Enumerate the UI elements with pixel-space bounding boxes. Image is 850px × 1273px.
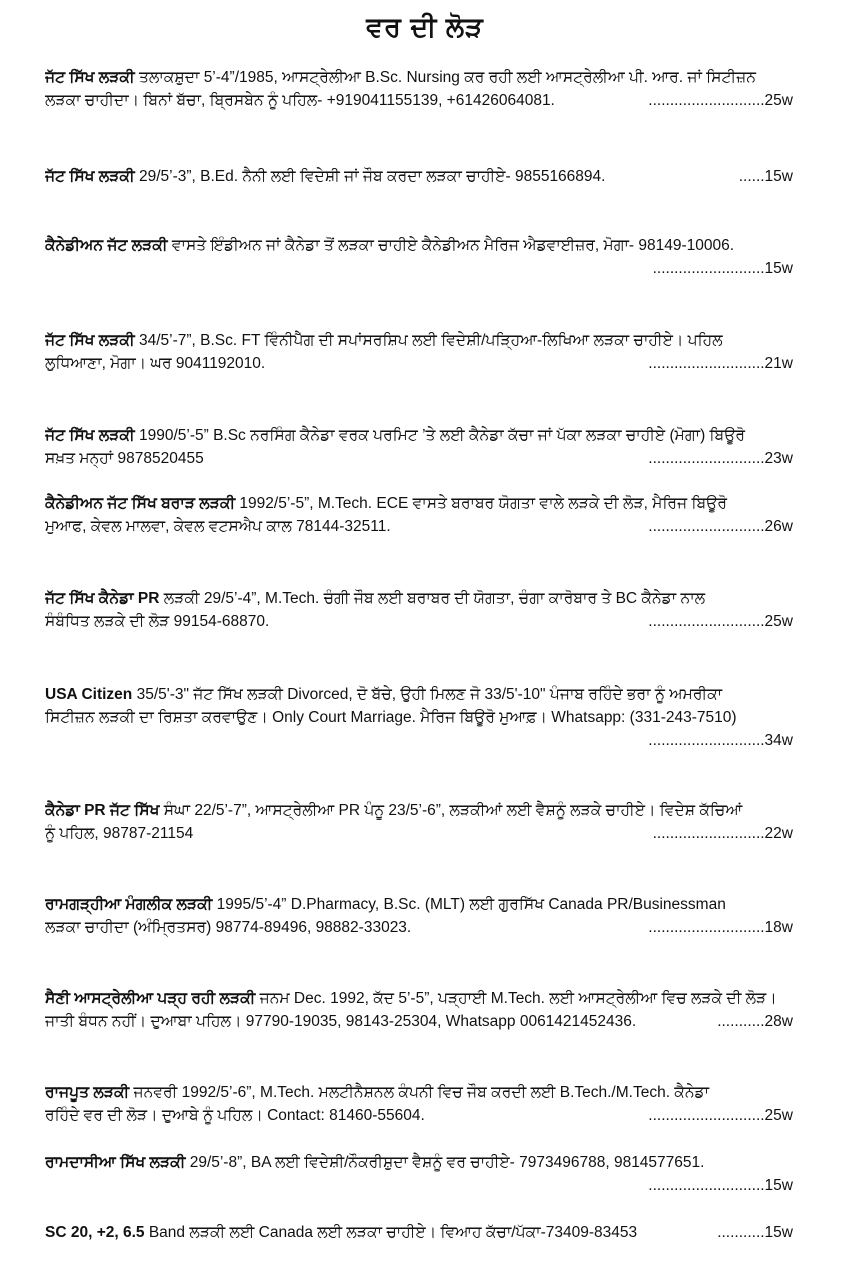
ad-heading: ਰਾਜਪੂਤ ਲੜਕੀ <box>45 1084 130 1101</box>
ad-text: 29/5’-3”, B.Ed. ਨੈਨੀ ਲਈ ਵਿਦੇਸ਼ੀ ਜਾਂ ਜੌਬ ਕਰਦਾ ਲੜਕਾ ਚਾਹੀਏ- 9855166894. <box>134 168 606 185</box>
ad-item <box>45 1221 793 1244</box>
ad-code: ..........................15w <box>652 260 793 277</box>
ad-text: ਜਨਮ Dec. 1992, ਕੱਦ 5’-5”, ਪੜ੍ਹਾਈ M.Tech. ਲਈ ਆਸਟ੍ਰੇਲੀਆ ਵਿਚ ਲੜਕੇ ਦੀ ਲੋੜ। <box>255 990 777 1007</box>
ad-heading: ਰਾਮਗੜ੍ਹੀਆ ਮੰਗਲੀਕ ਲੜਕੀ <box>45 896 213 913</box>
ad-code: ...........................25w <box>648 1107 793 1124</box>
ad-text: ਲੜਕਾ ਚਾਹੀਦਾ। ਬਿਨਾਂ ਬੱਚਾ, ਬ੍ਰਿਸਬੇਨ ਨੂੰ ਪਹਿਲ- +919041155139, +61426064081. <box>45 92 555 109</box>
ad-heading: SC 20, +2, 6.5 <box>45 1224 145 1241</box>
ad-heading: ਰਾਮਦਾਸੀਆ ਸਿੱਖ ਲੜਕੀ <box>45 1154 186 1171</box>
ad-code: ...........................18w <box>648 919 793 936</box>
page-title: ਵਰ ਦੀ ਲੋੜ <box>366 12 484 42</box>
ad-item <box>45 492 793 538</box>
ad-heading: ਜੱਟ ਸਿੱਖ ਲੜਕੀ <box>45 332 135 349</box>
ad-code: ...........................23w <box>648 450 793 467</box>
ad-text: 29/5’-8”, BA ਲਈ ਵਿਦੇਸ਼ੀ/ਨੌਕਰੀਸ਼ੁਦਾ ਵੈਸ਼ਨੂੰ ਵਰ ਚਾਹੀਏ- 7973496788, 9814577651. <box>185 1154 705 1171</box>
ad-text: 34/5’-7”, B.Sc. FT ਵਿੰਨੀਪੈੱਗ ਦੀ ਸਪਾਂਸਰਸ਼ਿਪ ਲਈ ਵਿਦੇਸ਼ੀ/ਪੜ੍ਹਿਆ-ਲਿਖਿਆ ਲੜਕਾ ਚਾਹੀਏ। ਪਹਿਲ <box>134 332 723 349</box>
ad-code: ...........................15w <box>648 1177 793 1194</box>
ad-heading: ਕੈਨੇਡੀਅਨ ਜੱਟ ਸਿੱਖ ਬਰਾੜ ਲੜਕੀ <box>45 495 236 512</box>
ad-text: ਲੁਧਿਆਣਾ, ਮੋਗਾ। ਘਰ 9041192010. <box>45 355 266 372</box>
ad-text: ਸਖ਼ਤ ਮਨ੍ਹਾਂ 9878520455 <box>45 450 204 467</box>
ad-item <box>45 799 793 845</box>
ad-heading: ਜੱਟ ਸਿੱਖ ਲੜਕੀ <box>45 168 135 185</box>
ad-code: ...........................21w <box>648 355 793 372</box>
ad-text: ਜਾਤੀ ਬੰਧਨ ਨਹੀਂ। ਦੁਆਬਾ ਪਹਿਲ। 97790-19035, 98143-25304, Whatsapp 0061421452436. <box>45 1013 637 1030</box>
ad-text: ਸਿਟੀਜ਼ਨ ਲੜਕੀ ਦਾ ਰਿਸ਼ਤਾ ਕਰਵਾਉਣ। Only Court Marriage. ਮੈਰਿਜ ਬਿਊਰੋ ਮੁਆਫ਼। Whatsapp: (331-243-7510) <box>45 709 737 726</box>
ad-text: ਰਹਿੰਦੇ ਵਰ ਦੀ ਲੋੜ। ਦੁਆਬੇ ਨੂੰ ਪਹਿਲ। Contact: 81460-55604. <box>45 1107 425 1124</box>
ad-item <box>45 66 793 112</box>
ad-code: ..........................22w <box>652 825 793 842</box>
ad-item <box>45 424 793 470</box>
ad-heading: USA Citizen <box>45 686 133 703</box>
ad-item <box>45 234 793 280</box>
ad-item <box>45 329 793 375</box>
ad-code: ...........................26w <box>648 518 793 535</box>
ad-heading: ਕੈਨੇਡੀਅਨ ਜੱਟ ਲੜਕੀ <box>45 237 168 254</box>
ad-text: ਲੜਕਾ ਚਾਹੀਦਾ (ਅੰਮ੍ਰਿਤਸਰ) 98774-89496, 98882-33023. <box>45 919 412 936</box>
ad-text: ਸੰਬੰਧਿਤ ਲੜਕੇ ਦੀ ਲੋੜ 99154-68870. <box>45 613 270 630</box>
ad-text: 1995/5’-4” D.Pharmacy, B.Sc. (MLT) ਲਈ ਗੁਰਸਿੱਖ Canada PR/Businessman <box>212 896 726 913</box>
ad-item <box>45 1081 793 1127</box>
ad-text: ਮੁਆਫ, ਕੇਵਲ ਮਾਲਵਾ, ਕੇਵਲ ਵਟਸਐਪ ਕਾਲ 78144-32511. <box>45 518 391 535</box>
ad-text: 35/5'-3" ਜੱਟ ਸਿੱਖ ਲੜਕੀ Divorced, ਦੋ ਬੱਚੇ, ਉਹੀ ਮਿਲਣ ਜੋ 33/5'-10" ਪੰਜਾਬ ਰਹਿੰਦੇ ਭਰਾ ਨੂੰ ਅਮਰੀਕਾ <box>132 686 723 703</box>
ad-text: ਨੂੰ ਪਹਿਲ, 98787-21154 <box>45 825 194 842</box>
ad-text: ਲੜਕੀ 29/5’-4”, M.Tech. ਚੰਗੀ ਜੌਬ ਲਈ ਬਰਾਬਰ ਦੀ ਯੋਗਤਾ, ਚੰਗਾ ਕਾਰੋਬਾਰ ਤੇ BC ਕੈਨੇਡਾ ਨਾਲ <box>159 590 706 607</box>
ad-code: ...........................25w <box>648 92 793 109</box>
ad-item <box>45 587 793 633</box>
ad-text: 1990/5’-5” B.Sc ਨਰਸਿੰਗ ਕੈਨੇਡਾ ਵਰਕ ਪਰਮਿਟ ’ਤੇ ਲਈ ਕੈਨੇਡਾ ਕੱਚਾ ਜਾਂ ਪੱਕਾ ਲੜਕਾ ਚਾਹੀਏ (ਮੋਗਾ) ਬਿਊਰੋ <box>134 427 746 444</box>
ad-heading: ਸੈਣੀ ਆਸਟ੍ਰੇਲੀਆ ਪੜ੍ਹ ਰਹੀ ਲੜਕੀ <box>45 990 256 1007</box>
ad-item <box>45 987 793 1033</box>
ad-text: Band ਲੜਕੀ ਲਈ Canada ਲਈ ਲੜਕਾ ਚਾਹੀਏ। ਵਿਆਹ ਕੱਚਾ/ਪੱਕਾ-73409-83453 <box>144 1224 638 1241</box>
ad-item <box>45 165 793 188</box>
ad-heading: ਜੱਟ ਸਿੱਖ ਲੜਕੀ <box>45 69 135 86</box>
ad-heading: ਜੱਟ ਸਿੱਖ ਲੜਕੀ <box>45 427 135 444</box>
ad-heading: ਕੈਨੇਡਾ PR ਜੱਟ ਸਿੱਖ <box>45 802 160 819</box>
ad-text: ਵਾਸਤੇ ਇੰਡੀਅਨ ਜਾਂ ਕੈਨੇਡਾ ਤੋਂ ਲੜਕਾ ਚਾਹੀਏ ਕੈਨੇਡੀਅਨ ਮੈਰਿਜ ਐਡਵਾਈਜ਼ਰ, ਮੋਗਾ- 98149-10006. <box>167 237 735 254</box>
ad-item <box>45 893 793 939</box>
ad-code: ...........15w <box>717 1224 793 1241</box>
ad-item <box>45 683 793 752</box>
ad-code: ......15w <box>738 168 793 185</box>
ad-text: ਸੰਘਾ 22/5’-7”, ਆਸਟ੍ਰੇਲੀਆ PR ਪੰਨੂ 23/5’-6”, ਲੜਕੀਆਂ ਲਈ ਵੈਸ਼ਨੂੰ ਲੜਕੇ ਚਾਹੀਏ। ਵਿਦੇਸ਼ ਕੱਚਿਆਂ <box>159 802 743 819</box>
ad-item <box>45 1151 793 1197</box>
ad-code: ...........28w <box>717 1013 793 1030</box>
ad-text: 1992/5’-5”, M.Tech. ECE ਵਾਸਤੇ ਬਰਾਬਰ ਯੋਗਤਾ ਵਾਲੇ ਲੜਕੇ ਦੀ ਲੋੜ, ਮੈਰਿਜ ਬਿਊਰੋ <box>235 495 727 512</box>
ad-text: ਜਨਵਰੀ 1992/5’-6”, M.Tech. ਮਲਟੀਨੈਸ਼ਨਲ ਕੰਪਨੀ ਵਿਚ ਜੌਬ ਕਰਦੀ ਲਈ B.Tech./M.Tech. ਕੈਨੇਡਾ <box>129 1084 710 1101</box>
ad-text: ਤਲਾਕਸ਼ੁਦਾ 5’-4”/1985, ਆਸਟ੍ਰੇਲੀਆ B.Sc. Nursing ਕਰ ਰਹੀ ਲਈ ਆਸਟ੍ਰੇਲੀਆ ਪੀ. ਆਰ. ਜਾਂ ਸਿਟੀਜ਼ਨ <box>134 69 756 86</box>
ad-code: ...........................34w <box>648 732 793 749</box>
ad-heading: ਜੱਟ ਸਿੱਖ ਕੈਨੇਡਾ PR <box>45 590 160 607</box>
ad-code: ...........................25w <box>648 613 793 630</box>
